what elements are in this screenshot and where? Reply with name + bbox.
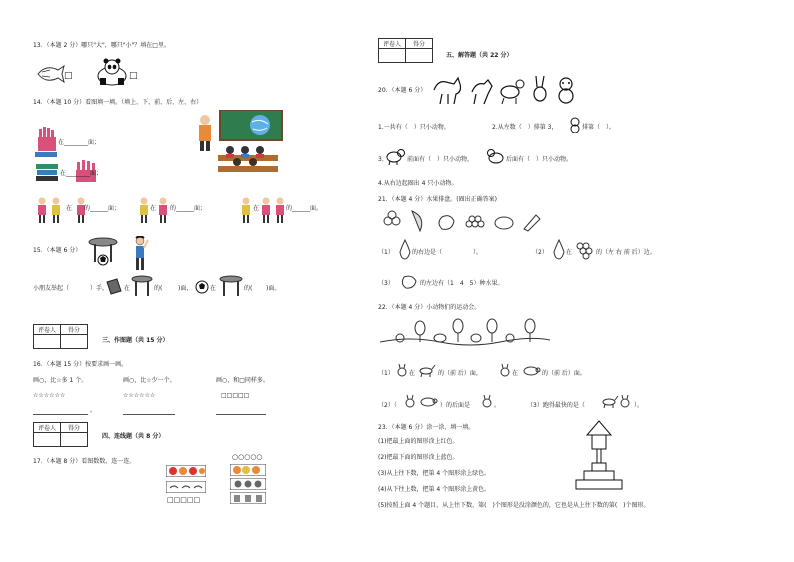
shape-stem[interactable]	[597, 449, 601, 463]
score-header-score: 得分	[406, 39, 433, 49]
hand-group-image	[230, 492, 266, 504]
score-cell-score[interactable]	[406, 49, 433, 63]
children-image	[36, 196, 64, 226]
q21-text: 21．（本题 4 分）水果排盘。(圈出正确答案)	[378, 196, 497, 203]
q20-l3: 4.从右边起圈出 4 只小动物。	[378, 180, 458, 187]
race-track-image	[380, 318, 550, 348]
q15-line-b: ）手，	[90, 285, 109, 292]
q23-l4: (4)从下往上数，把第 4 个图形涂上黄色。	[378, 486, 491, 493]
shape-triangle[interactable]	[587, 421, 611, 435]
turtle-icon	[521, 364, 541, 376]
child-image	[157, 196, 169, 226]
q15-line-d: 的(	[154, 285, 163, 292]
q13-text: 13．（本题 2 分）哪只"大"，哪只"小"？填在□里。	[33, 42, 170, 49]
q21-p2b: 在	[566, 249, 573, 256]
q15-line-c: 在	[124, 285, 131, 292]
q22-p2c: 。	[494, 402, 501, 409]
q20-l1c: 排第（ ）。	[582, 124, 616, 131]
rabbit-icon	[480, 394, 494, 408]
table-image	[218, 274, 244, 298]
q22-p1d: 在	[512, 370, 519, 377]
fruit-group-image	[166, 465, 206, 477]
grapes-icon	[574, 240, 594, 260]
draw-area-b[interactable]	[123, 414, 175, 415]
q14-row3e: 在	[253, 205, 260, 212]
fruit-group-image	[230, 464, 266, 476]
pear-icon	[552, 238, 566, 260]
q16-b: 画○，比☆少一个。	[123, 377, 176, 384]
q14-line2: 在________面；	[60, 170, 103, 177]
section-4-title: 四、连线题（共 8 分）	[102, 433, 165, 440]
section-5-title: 五、解答题（共 22 分）	[446, 52, 513, 59]
q15-line-a: 小朋友举起（	[33, 285, 70, 292]
score-table	[33, 422, 88, 447]
q23-l2: (2)把最下面的图形涂上蓝色。	[378, 454, 459, 461]
q16-dot: 。	[90, 407, 97, 414]
monkey-icon	[568, 117, 582, 133]
q22-p1e: 的（前 后）面。	[542, 370, 586, 377]
fruits-row-image	[380, 207, 550, 233]
stacked-shapes-image	[574, 420, 624, 502]
score-header-grader: 评卷人	[379, 39, 406, 49]
score-cell-grader[interactable]	[34, 433, 61, 447]
score-cell-score[interactable]	[61, 335, 88, 349]
q20-l2a: 3.	[378, 156, 384, 163]
shape-mid-rect[interactable]	[584, 471, 614, 480]
q22-p1a: （1）	[378, 370, 394, 377]
q22-p3b: ）。	[634, 402, 644, 409]
q22-p3a: （3）跑得最快的是（	[527, 402, 585, 409]
section-3-title: 三、作图题（共 15 分）	[102, 337, 169, 344]
q16-a: 画○，比☆多 1 个。	[33, 377, 88, 384]
q21-p3b: 的左边有（1 4 5）种水果。	[420, 280, 504, 287]
answer-box-2[interactable]: □	[129, 71, 138, 81]
turtle-icon	[418, 395, 438, 407]
score-cell-grader[interactable]	[379, 49, 406, 63]
q16-stars-a: ☆☆☆☆☆☆	[33, 392, 66, 399]
q22-p1b: 在	[409, 370, 416, 377]
child-image	[138, 196, 150, 226]
hand-image	[36, 127, 58, 153]
q20-l2b: 前面有（ ）只小动物，	[407, 156, 474, 163]
rabbit-icon	[618, 394, 632, 408]
q22-p2b: ）的后面是	[440, 402, 471, 409]
score-header-grader: 评卷人	[34, 423, 61, 433]
peach-icon	[398, 272, 420, 290]
shape-small-rect[interactable]	[592, 463, 606, 471]
score-table	[33, 324, 88, 349]
q16-squares-c: □□□□□	[221, 392, 250, 399]
q20-l1b: 2.从左数（ ）排第 3，	[492, 124, 558, 131]
q14-line1: 在________面；	[58, 139, 101, 146]
score-cell-score[interactable]	[61, 433, 88, 447]
panda-image	[90, 58, 130, 86]
q23-l1: (1)把最上面的图形涂上红色。	[378, 438, 459, 445]
animal-group-image	[230, 478, 266, 490]
classroom-image	[190, 110, 290, 176]
q20-l2c: 后面有（ ）只小动物。	[506, 156, 573, 163]
rabbit-icon	[403, 394, 417, 408]
q21-p1c: ）。	[473, 249, 483, 256]
shape-base-rect[interactable]	[576, 480, 622, 489]
deer-icon	[600, 394, 620, 408]
q23-l5: (5)按照上面 4 个题目，从上往下数，第( )个图形是没涂颜色的，它也是从上往下数的第( )个图形。	[378, 502, 650, 509]
q21-p3a: （3）	[378, 280, 394, 287]
draw-area-a[interactable]	[33, 414, 88, 415]
answer-box-1[interactable]: □	[64, 71, 73, 81]
children-image	[260, 196, 288, 226]
q14-row3f: 的______面。	[286, 205, 323, 212]
child-image	[240, 196, 252, 226]
score-table	[378, 38, 433, 63]
bird-group-image	[166, 481, 206, 493]
q14-row3c: 在	[150, 205, 157, 212]
book-image	[105, 278, 123, 296]
shape-square[interactable]	[592, 435, 606, 449]
q17-circles: ○○○○○	[232, 453, 263, 461]
q14-row3b: 的______面；	[84, 205, 121, 212]
q15-text: 15．（本题 6 分）	[33, 247, 82, 254]
boy-image	[130, 236, 150, 272]
q15-line-g: 的(	[244, 285, 253, 292]
q16-text: 16．（本题 15 分）按要求画一画。	[33, 361, 128, 368]
q16-c: 画○，和□同样多。	[216, 377, 269, 384]
q22-p1c: 的（前 后）面，	[438, 370, 482, 377]
q15-line-h: )面。	[266, 285, 281, 292]
dog-icon	[384, 147, 406, 165]
pear-icon	[398, 238, 412, 260]
table-image	[130, 274, 154, 298]
q14-row3a: 在	[66, 205, 73, 212]
ball-image	[195, 280, 209, 294]
score-cell-grader[interactable]	[34, 335, 61, 349]
q17-text: 17．（本题 8 分）看图数数，连一连。	[33, 458, 136, 465]
q16-stars-b: ☆☆☆☆☆☆	[123, 392, 156, 399]
q21-p2c: 的（左 右 前 后）边。	[596, 249, 656, 256]
q15-line-e: )面，	[178, 285, 193, 292]
animals-row-image	[432, 72, 582, 106]
q23-text: 23．（本题 6 分）涂一涂，填一填。	[378, 424, 475, 431]
q22-p2a: （2）（	[378, 402, 397, 409]
rabbit-icon	[498, 363, 512, 377]
q22-text: 22．（本题 4 分）小动物们的运动会。	[378, 304, 481, 311]
q15-line-f: 在	[210, 285, 217, 292]
book-stack-image	[35, 152, 57, 158]
q20-text: 20．（本题 6 分）	[378, 87, 427, 94]
deer-icon	[417, 363, 437, 377]
q21-p1b: 的右边是（	[412, 249, 443, 256]
score-header-score: 得分	[61, 423, 88, 433]
score-header-score: 得分	[61, 325, 88, 335]
fish-image	[36, 62, 66, 84]
q23-l3: (3)从上往下数，把第 4 个图形涂上绿色。	[378, 470, 491, 477]
q20-l1a: 1.一共有（ ）只小动物。	[378, 124, 450, 131]
cat-icon	[486, 147, 506, 165]
table-with-ball-image	[86, 236, 120, 268]
book-stack-image	[36, 162, 58, 184]
q14-row3d: 的______面；	[170, 205, 207, 212]
q17-squares: □□□□□	[167, 496, 201, 504]
q14-text: 14．（本题 10 分）看图填一填。（填上、下、前、后、左、右）	[33, 99, 203, 106]
rabbit-icon	[395, 363, 409, 377]
q21-p1a: （1）	[378, 249, 394, 256]
draw-area-c[interactable]	[216, 414, 266, 415]
score-header-grader: 评卷人	[34, 325, 61, 335]
q21-p2a: （2）	[532, 249, 548, 256]
